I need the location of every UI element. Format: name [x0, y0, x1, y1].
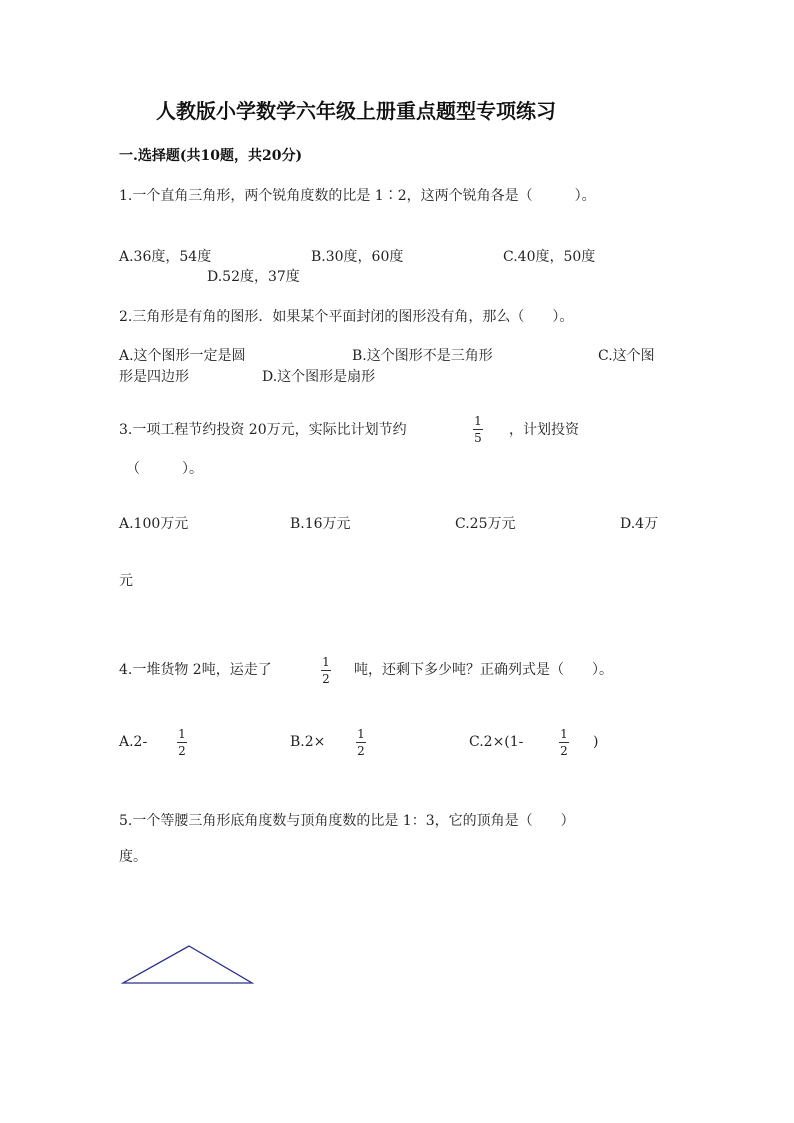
fraction-numerator: 1: [357, 727, 365, 741]
isosceles-triangle-figure: [118, 940, 258, 990]
fraction-numerator: 1: [560, 727, 568, 741]
question-3-option-b[interactable]: B.16万元: [290, 516, 351, 532]
fraction-denominator: 2: [322, 672, 330, 686]
question-2-stem: 2.三角形是有角的图形．如果某个平面封闭的图形没有角，那么（ ）。: [119, 309, 574, 325]
fraction-denominator: 5: [474, 431, 482, 445]
question-1-option-c[interactable]: C.40度，50度: [503, 249, 596, 265]
question-2-option-c[interactable]: C.这个图: [598, 348, 655, 364]
question-3-option-d-continued[interactable]: 元: [119, 573, 133, 589]
fraction-denominator: 2: [560, 744, 568, 758]
fraction-bar: [356, 742, 366, 743]
fraction-numerator: 1: [322, 655, 330, 669]
fraction-denominator: 2: [357, 744, 365, 758]
fraction-bar: [559, 742, 569, 743]
fraction-bar: [177, 742, 187, 743]
page-title: 人教版小学数学六年级上册重点题型专项练习: [156, 99, 556, 123]
question-4-option-a[interactable]: A.2-: [119, 734, 148, 750]
section-heading: 一.选择题(共10题，共20分): [119, 148, 303, 164]
question-4-option-c[interactable]: C.2×(1-: [469, 734, 524, 750]
question-4-fraction: [319, 656, 333, 685]
question-1-option-d[interactable]: D.52度，37度: [207, 269, 300, 285]
question-4-option-b-fraction: [354, 728, 368, 757]
question-3-option-d[interactable]: D.4万: [620, 516, 659, 532]
fraction-bar: [321, 670, 331, 671]
question-2-option-d[interactable]: D.这个图形是扇形: [262, 369, 376, 385]
fraction-numerator: 1: [178, 727, 186, 741]
question-4-option-b[interactable]: B.2×: [290, 734, 326, 750]
question-3-answer-blank: （ ）。: [126, 461, 203, 477]
question-4-option-c-fraction: [557, 728, 571, 757]
question-2-option-c-continued[interactable]: 形是四边形: [119, 369, 189, 385]
question-1-option-a[interactable]: A.36度，54度: [119, 249, 212, 265]
question-2-option-a[interactable]: A.这个图形一定是圆: [119, 348, 246, 364]
fraction-bar: [473, 429, 483, 430]
question-4-option-a-fraction: [175, 728, 189, 757]
question-1-stem: 1.一个直角三角形，两个锐角度数的比是 1∶2，这两个锐角各是（ ）。: [119, 188, 596, 204]
question-3-option-c[interactable]: C.25万元: [455, 516, 516, 532]
question-4-stem: 4.一堆货物 2吨，运走了: [119, 662, 272, 678]
triangle-shape: [123, 946, 252, 983]
question-5-stem: 5.一个等腰三角形底角度数与顶角度数的比是 1：3，它的顶角是（ ）: [119, 813, 575, 829]
question-3-option-a[interactable]: A.100万元: [119, 516, 189, 532]
question-2-option-b[interactable]: B.这个图形不是三角形: [352, 348, 493, 364]
fraction-denominator: 2: [178, 744, 186, 758]
question-1-option-b[interactable]: B.30度，60度: [311, 249, 404, 265]
question-3-stem-continued: ，计划投资: [509, 422, 579, 438]
question-3-fraction: [471, 415, 485, 444]
question-3-stem: 3.一项工程节约投资 20万元，实际比计划节约: [119, 422, 407, 438]
question-5-stem-continued: 度。: [119, 849, 147, 865]
question-4-option-c-close: ): [593, 734, 599, 750]
fraction-numerator: 1: [474, 414, 482, 428]
question-4-stem-continued: 吨，还剩下多少吨？正确列式是（ ）。: [354, 662, 613, 678]
